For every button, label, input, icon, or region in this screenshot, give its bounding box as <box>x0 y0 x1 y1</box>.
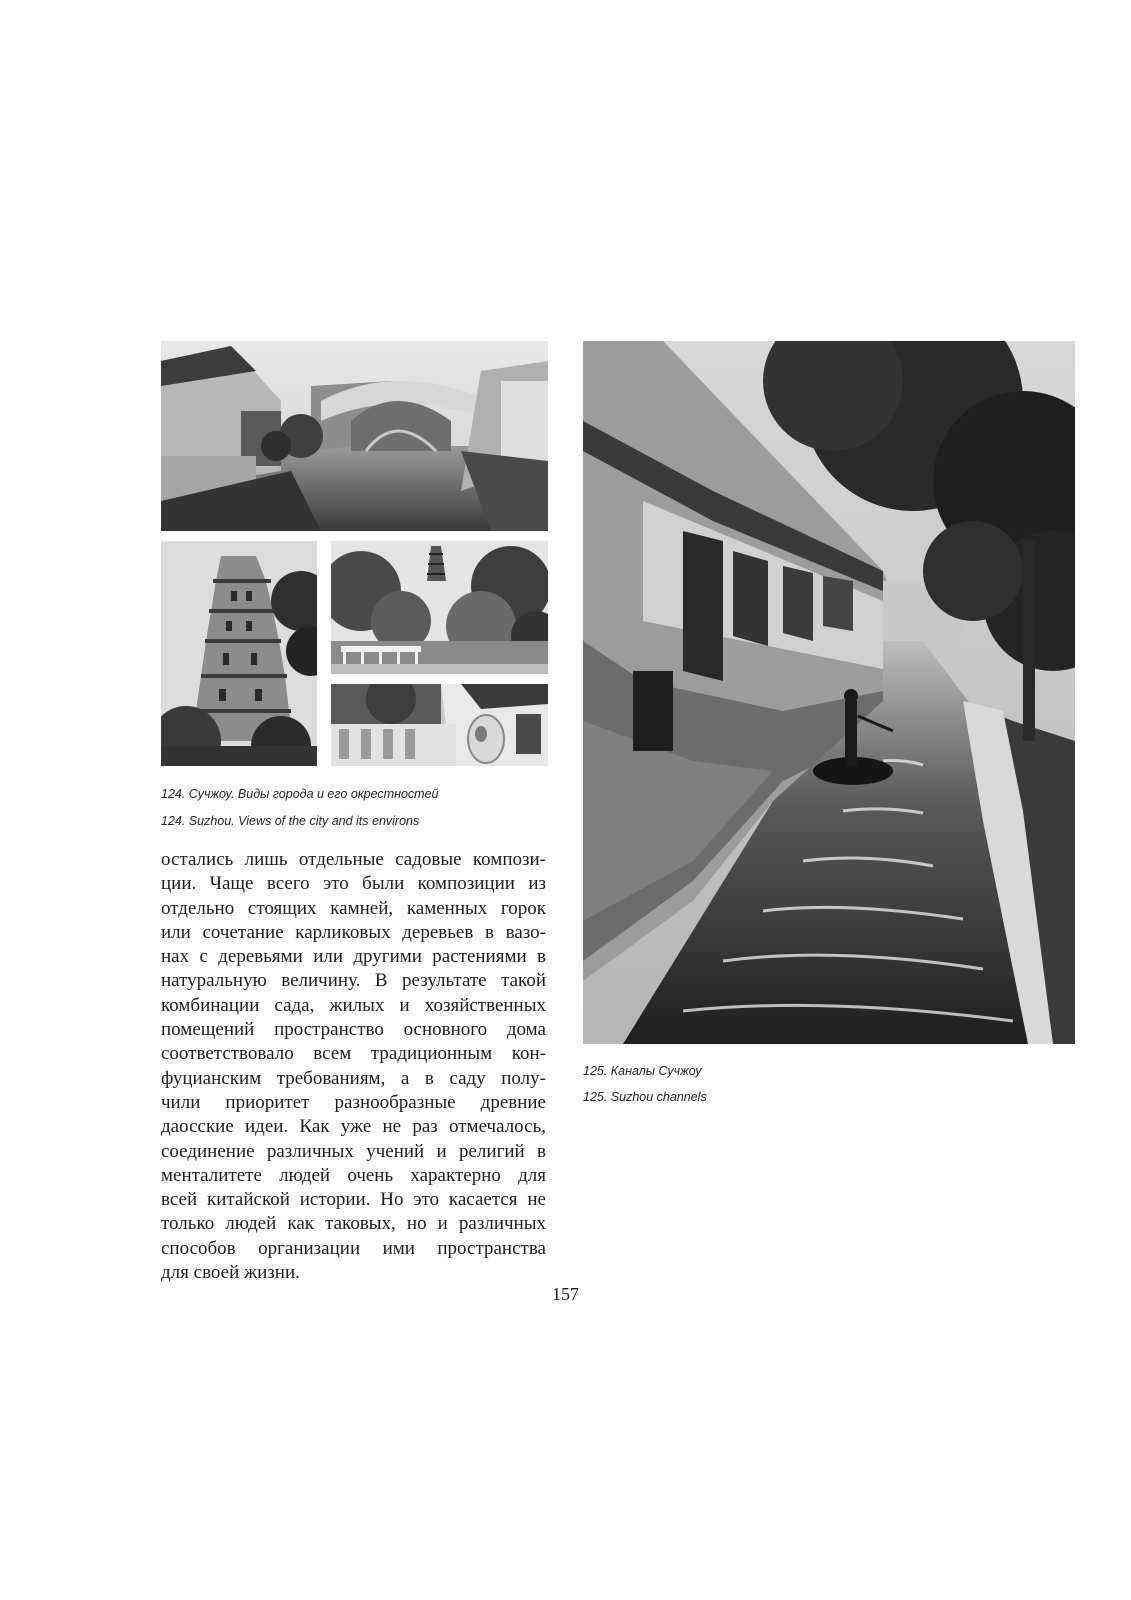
body-line: ции. Чаще всего это были композиции из <box>161 873 546 895</box>
body-line: натуральную величину. В результате такой <box>161 970 546 992</box>
body-line: способов организации ими пространства <box>161 1237 546 1259</box>
body-line: менталитете людей очень характерно для <box>161 1164 546 1186</box>
photo-pagoda <box>161 541 317 766</box>
body-line: соединение различных учений и религий в <box>161 1140 546 1162</box>
figure-125-caption-ru: 125. Каналы Сучжоу <box>583 1064 702 1078</box>
photo-canal-bridge <box>161 341 548 531</box>
figure-124-caption-ru: 124. Сучжоу. Виды города и его окрестностей <box>161 787 439 801</box>
figure-125-caption-en: 125. Suzhou channels <box>583 1090 707 1104</box>
body-line: или сочетание карликовых деревьев в вазо- <box>161 921 546 943</box>
photo-distant-pagoda <box>331 541 548 674</box>
body-line: нах с деревьями или другими растениями в <box>161 946 546 968</box>
body-line: отдельно стоящих камней, каменных горок <box>161 897 546 919</box>
photo-suzhou-canal <box>583 341 1075 1044</box>
page-number: 157 <box>552 1284 579 1304</box>
figure-124-caption-en: 124. Suzhou. Views of the city and its environs <box>161 814 420 828</box>
body-line: соответствовало всем традиционным кон- <box>161 1043 546 1065</box>
body-paragraph <box>161 848 546 1285</box>
photo-garden-wall <box>331 684 548 766</box>
body-line: фуцианским требованиям, а в саду полу- <box>161 1067 546 1089</box>
body-line: чили приоритет разнообразные древние <box>161 1091 546 1113</box>
body-line: всей китайской истории. Но это касается не <box>161 1189 546 1211</box>
body-line: только людей как таковых, но и различных <box>161 1213 546 1235</box>
body-line: даосские идеи. Как уже не раз отмечалось, <box>161 1116 546 1138</box>
body-line: помещений пространство основного дома <box>161 1019 546 1041</box>
body-line: для своей жизни. <box>161 1262 300 1284</box>
body-line: комбинации сада, жилых и хозяйственных <box>161 994 546 1016</box>
body-line: остались лишь отдельные садовые компози- <box>161 849 546 870</box>
